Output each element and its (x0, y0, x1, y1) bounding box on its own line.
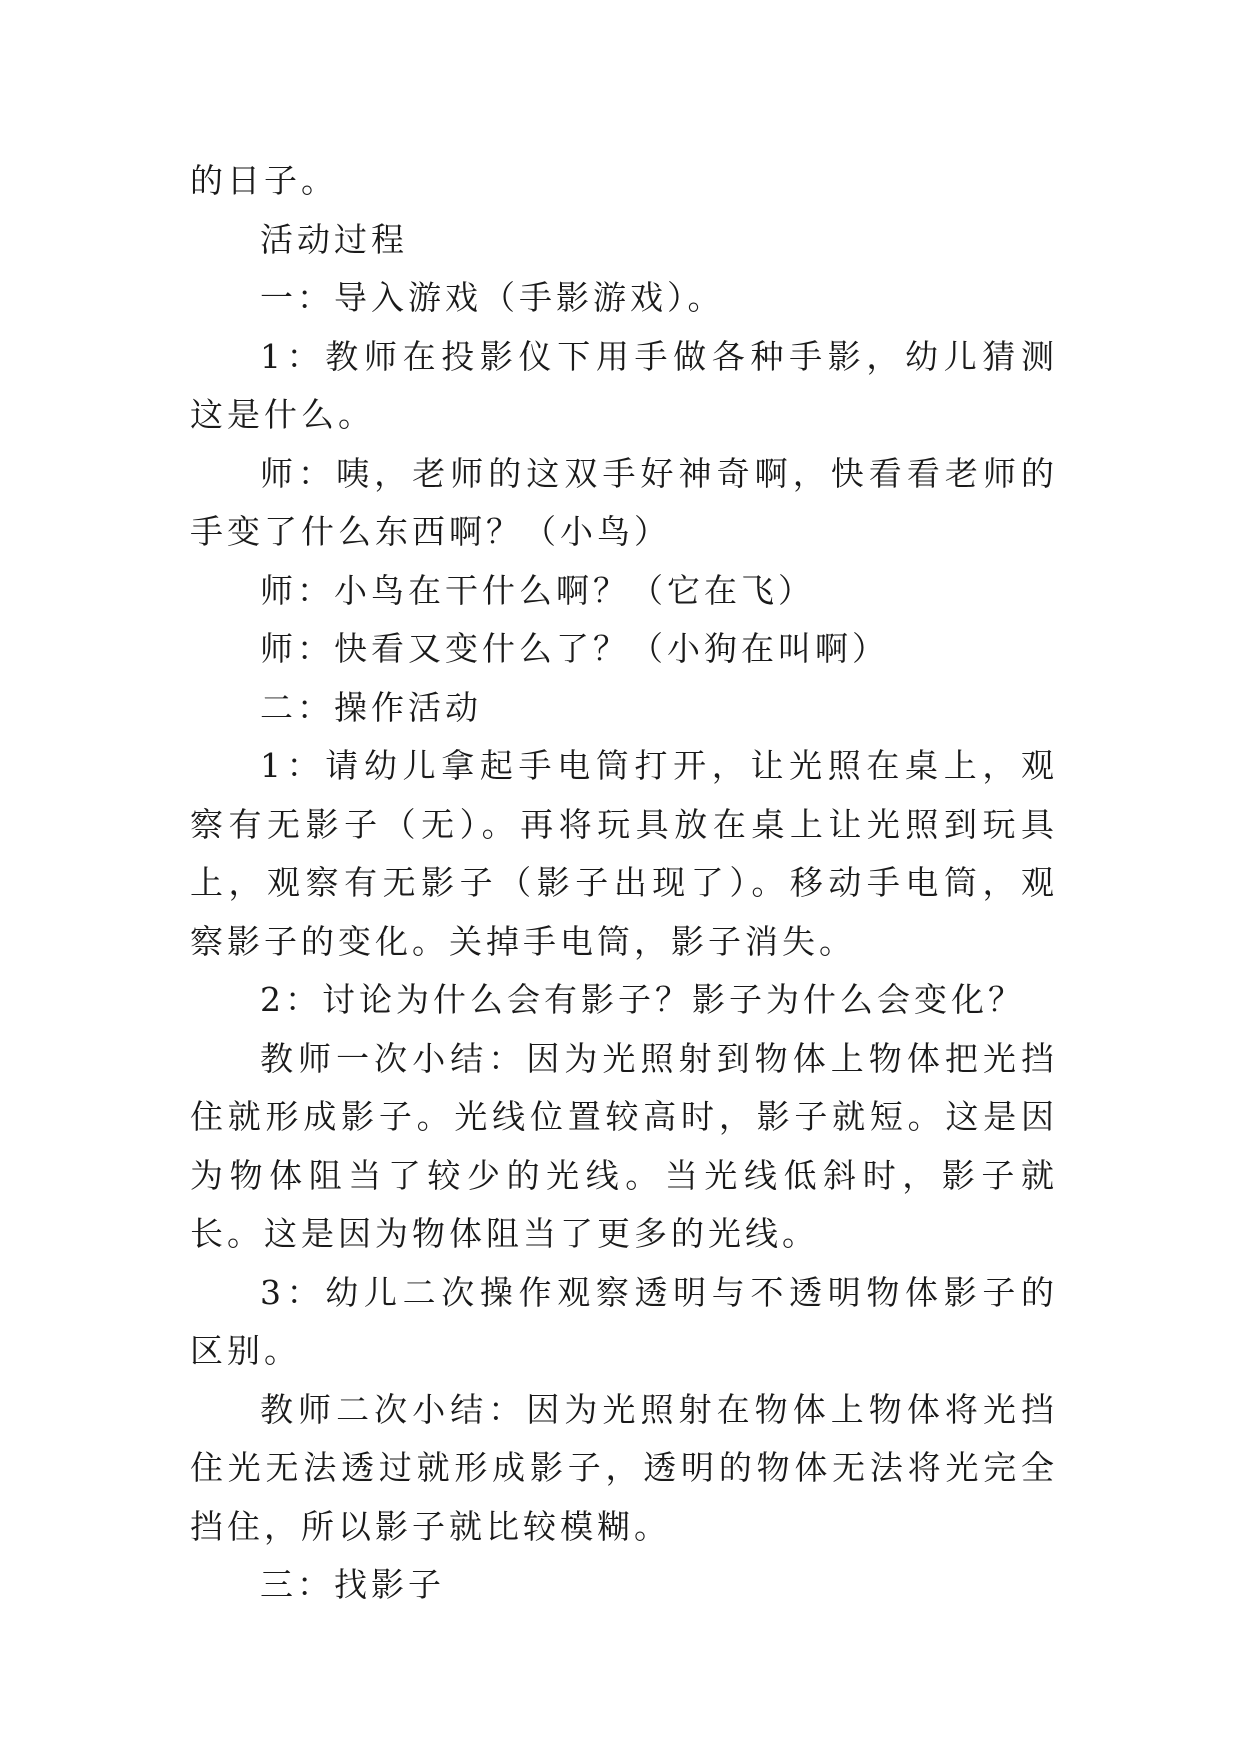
step-heading-operation: 二：操作活动 (260, 687, 482, 727)
paragraph-continuation: 的日子。 (190, 161, 338, 200)
paragraph-summary-2: 教师二次小结：因为光照射在物体上物体将光挡住光无法透过就形成影子，透明的物体无法将光完全挡住，所以影子就比较模糊。 (190, 1389, 1058, 1546)
dialogue-line-3: 师：快看又变什么了？（小狗在叫啊） (260, 629, 889, 668)
paragraph-second-operation: 3：幼儿二次操作观察透明与不透明物体影子的区别。 (190, 1272, 1058, 1370)
step-heading-intro-game: 一：导入游戏（手影游戏）。 (260, 278, 725, 317)
dialogue-line-2: 师：小鸟在干什么啊？（它在飞） (260, 570, 815, 610)
paragraph-hand-shadow: 1：教师在投影仪下用手做各种手影，幼儿猜测这是什么。 (190, 336, 1058, 434)
step-heading-find-shadow: 三：找影子 (260, 1565, 445, 1604)
document-body (190, 152, 1058, 1615)
dialogue-line-1: 师：咦，老师的这双手好神奇啊，快看看老师的手变了什么东西啊？（小鸟） (190, 453, 1058, 551)
paragraph-discussion: 2：讨论为什么会有影子？影子为什么会变化？ (260, 980, 1025, 1019)
paragraph-flashlight: 1：请幼儿拿起手电筒打开，让光照在桌上，观察有无影子（无）。再将玩具放在桌上让光照到玩具上，观察有无影子（影子出现了）。移动手电筒，观察影子的变化。关掉手电筒，影子消失。 (190, 746, 1058, 961)
section-heading-activity-process: 活动过程 (260, 219, 408, 259)
paragraph-summary-1: 教师一次小结：因为光照射到物体上物体把光挡住就形成影子。光线位置较高时，影子就短。这是因为物体阻当了较少的光线。当光线低斜时，影子就长。这是因为物体阻当了更多的光线。 (190, 1038, 1058, 1253)
